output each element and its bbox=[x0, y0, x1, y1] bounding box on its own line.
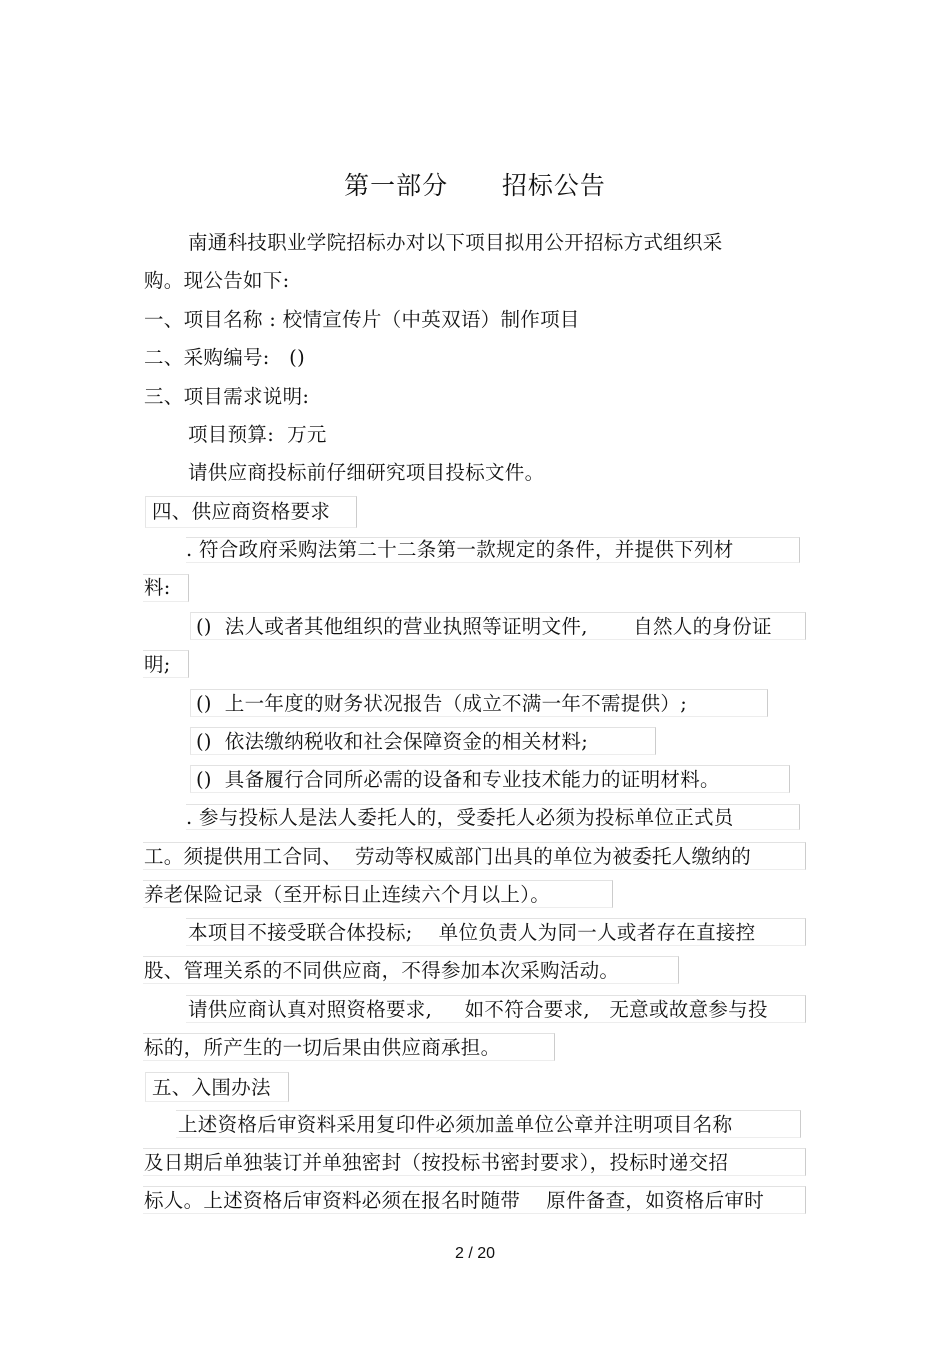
paragraph-line: 南通科技职业学院招标办对以下项目拟用公开招标方式组织采 bbox=[188, 231, 723, 254]
paragraph-line: 上述资格后审资料采用复印件必须加盖单位公章并注明项目名称 bbox=[178, 1113, 733, 1136]
paragraph-line: 工。须提供用工合同、 劳动等权威部门出具的单位为被委托人缴纳的 bbox=[144, 845, 751, 868]
list-item: () 具备履行合同所必需的设备和专业技术能力的证明材料。 bbox=[196, 768, 720, 791]
section-heading: 二、采购编号: () bbox=[144, 346, 305, 369]
paragraph-line: 本项目不接受联合体投标; 单位负责人为同一人或者存在直接控 bbox=[188, 921, 756, 944]
paragraph-line: 标的，所产生的一切后果由供应商承担。 bbox=[144, 1036, 501, 1059]
paragraph-line: 及日期后单独装订并单独密封（按投标书密封要求），投标时递交招 bbox=[144, 1151, 729, 1174]
section-heading: 四、供应商资格要求 bbox=[152, 500, 331, 523]
paragraph-line: 请供应商投标前仔细研究项目投标文件。 bbox=[188, 461, 545, 484]
paragraph-line: 股、管理关系的不同供应商，不得参加本次采购活动。 bbox=[144, 959, 620, 982]
paragraph-line: 明; bbox=[144, 653, 171, 676]
paragraph-line: 养老保险记录（至开标日止连续六个月以上）。 bbox=[144, 883, 551, 906]
paragraph-line: 料: bbox=[144, 576, 171, 599]
section-heading: 一、项目名称 : 校情宣传片（中英双语）制作项目 bbox=[144, 308, 580, 331]
list-item: () 上一年度的财务状况报告（成立不满一年不需提供）; bbox=[196, 692, 688, 715]
paragraph-line: 项目预算: 万元 bbox=[188, 423, 327, 446]
paragraph-line: 请供应商认真对照资格要求, 如不符合要求, 无意或故意参与投 bbox=[188, 998, 768, 1021]
paragraph-line: . 符合政府采购法第二十二条第一款规定的条件，并提供下列材 bbox=[186, 538, 734, 561]
section-heading: 五、入围办法 bbox=[152, 1076, 271, 1099]
paragraph-line: 标人。上述资格后审资料必须在报名时随带 原件备查，如资格后审时 bbox=[144, 1189, 764, 1212]
list-item: () 法人或者其他组织的营业执照等证明文件, 自然人的身份证 bbox=[196, 615, 772, 638]
section-heading: 三、项目需求说明: bbox=[144, 385, 310, 408]
page-number: 2 / 20 bbox=[454, 1245, 496, 1262]
page-title: 第一部分 招标公告 bbox=[344, 171, 606, 200]
paragraph-line: 购。现公告如下: bbox=[144, 269, 290, 292]
list-item: () 依法缴纳税收和社会保障资金的相关材料; bbox=[196, 730, 589, 753]
paragraph-line: . 参与投标人是法人委托人的，受委托人必须为投标单位正式员 bbox=[186, 806, 734, 829]
